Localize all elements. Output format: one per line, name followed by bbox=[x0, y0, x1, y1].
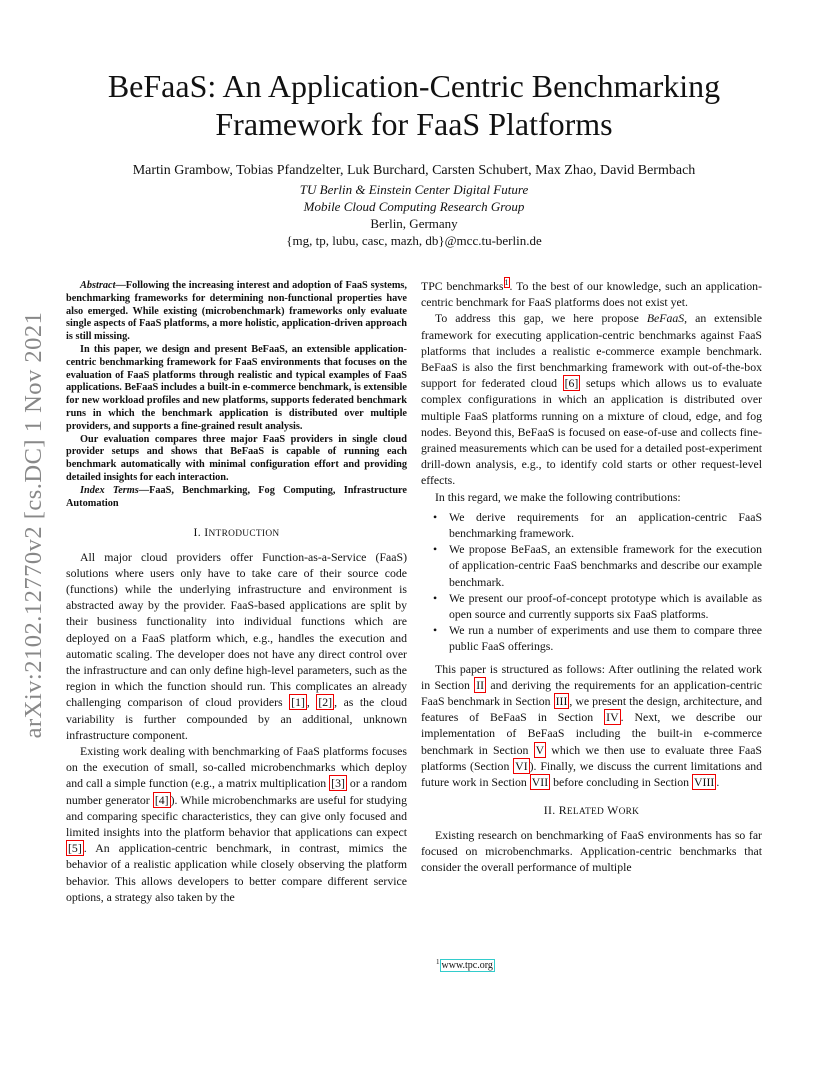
arxiv-stamp bbox=[4, 290, 64, 760]
right-paragraph-1: To address this gap, we here propose BeFaaS, an extensible framework for executing application-centric benchmarks against FaaS platforms that includes a realistic e-commerce example benchmark. BeFaaS is also the first benchmarking framework with out-of-the-box support for federated cloud [6] setups which allows us to evaluate complex configurations in which an application is distributed over multiple FaaS platforms running on a mixture of cloud, edge, and fog nodes. Beyond this, BeFaaS is focused on ease-of-use and collects fine-grained measurements which can be used for a detailed post-experiment drill-down analysis, e.g., to identify cold starts or other request-level effects. bbox=[421, 311, 763, 488]
footnote-marker[interactable]: 1 bbox=[504, 278, 509, 288]
title-line-2: Framework for FaaS Platforms bbox=[215, 106, 613, 142]
contribution-item: • We present our proof-of-concept prototype which is available as open source and currently supports six FaaS platforms. bbox=[421, 590, 762, 622]
title-line-1: BeFaaS: An Application-Centric Benchmarking bbox=[107, 68, 721, 104]
arxiv-identifier: arXiv:2102.12770v2 [cs.DC] 1 Nov 2021 bbox=[20, 311, 47, 739]
abstract bbox=[66, 280, 407, 510]
abstract-p2: In this paper, we design and present BeFaaS, an extensible application-centric benchmarking framework for FaaS environments that focuses on the evaluation of FaaS platforms through realistic and typical examples of FaaS applications. BeFaaS includes a built-in e-commerce benchmark, is extensible for new workload profiles and new platforms, supports federated benchmark runs in which the benchmark application is distributed over multiple providers, and supports a fine-grained result analysis. bbox=[66, 343, 407, 432]
author-list: Martin Grambow, Tobias Pfandzelter, Luk Burchard, Carsten Schubert, Max Zhao, David Bermbach bbox=[132, 163, 696, 178]
section-link[interactable]: V bbox=[535, 742, 545, 757]
index-terms: Index Terms—FaaS, Benchmarking, Fog Computing, Infrastructure Automation bbox=[66, 484, 407, 509]
contribution-item: • We propose BeFaaS, an extensible framework for the execution of application-centric FaaS benchmarks and describe our example benchmark. bbox=[421, 541, 762, 590]
intro-paragraph-1: All major cloud providers offer Function-as-a-Service (FaaS) solutions where users only have to take care of their source code (functions) while the underlying infrastructure and environment is abstracted away by the provider. FaaS-based applications are split by their business functionality into individual functions which are deployed on a FaaS platform which, e.g., handles the execution and automatic scaling. The developer does not have any direct control over the infrastructure and can only define high-level parameters, such as the region in which the function should run. This complicates an already challenging comparison of cloud providers [1] , [2] , as the cloud variability is further compounded by an additional, unknown infrastructure component. bbox=[66, 549, 407, 742]
author-emails: {mg, tp, lubu, casc, mazh, db}@mcc.tu-berlin.de bbox=[286, 233, 542, 248]
paper-title bbox=[0, 67, 828, 143]
citation-link[interactable]: [2] bbox=[318, 695, 333, 710]
right-paragraph-0: TPC benchmarks$^1$. To the best of our knowledge, such an application-centric benchmark for FaaS platforms does not exist yet. bbox=[421, 278, 762, 310]
section-link[interactable]: VI bbox=[515, 758, 528, 773]
index-terms-label: Index Terms bbox=[80, 484, 139, 496]
affiliation-2: Mobile Cloud Computing Research Group bbox=[303, 199, 525, 214]
section-link[interactable]: II bbox=[476, 677, 485, 692]
abstract-p1: Abstract—Following the increasing interest and adoption of FaaS systems, benchmarking frameworks for determining non-functional properties have also emerged. While existing (microbenchmark) frameworks only evaluate single aspects of FaaS platforms, a more holistic, application-driven approach is still missing. bbox=[66, 280, 407, 343]
affiliation-location: Berlin, Germany bbox=[370, 216, 458, 231]
section-link[interactable]: IV bbox=[606, 710, 619, 725]
footnote-link[interactable]: www.tpc.org bbox=[441, 960, 493, 972]
citation-link[interactable]: [3] bbox=[331, 776, 345, 791]
citation-link[interactable]: [4] bbox=[154, 792, 169, 807]
right-column bbox=[421, 278, 762, 875]
structure-paragraph: This paper is structured as follows: After outlining the related work in Section II and deriving the requirements for an application-centric FaaS benchmark in Section III , we present the design, architecture, and features of BeFaaS in Section IV . Next, we describe our implementation of BeFaaS including the built-in e-commerce benchmark in Section V which we then use to evaluate three FaaS platforms (Section VI ). Finally, we discuss the current limitations and future work in Section VII before concluding in Section VIII . bbox=[421, 661, 763, 790]
section-link[interactable]: VII bbox=[531, 775, 549, 790]
abstract-p3: Our evaluation compares three major FaaS providers in single cloud provider setups and shows that BeFaaS is capable of running each benchmark automatically with minimal configuration effort and providing detailed insights for each interaction. bbox=[66, 433, 407, 483]
contribution-item: • We derive requirements for an application-centric FaaS benchmarking framework. bbox=[421, 509, 762, 541]
section-heading-related-work: II. RELATED WORK bbox=[543, 803, 640, 818]
related-work-paragraph: Existing research on benchmarking of FaaS environments has so far focused on microbenchmarks. Application-centric benchmarks that consider the overall performance of multiple bbox=[421, 827, 762, 874]
footnote: $^1$ www.tpc.org bbox=[436, 958, 493, 972]
section-link[interactable]: III bbox=[555, 694, 568, 709]
left-column bbox=[66, 280, 407, 905]
citation-link[interactable]: [1] bbox=[291, 695, 305, 710]
section-heading-introduction: I. INTRODUCTION bbox=[193, 525, 280, 540]
contribution-item: • We run a number of experiments and use them to compare three public FaaS offerings. bbox=[421, 622, 762, 654]
contributions-intro: In this regard, we make the following contributions: bbox=[435, 489, 681, 504]
section-link[interactable]: VIII bbox=[694, 775, 715, 790]
contribution-list bbox=[421, 509, 762, 655]
intro-paragraph-2: Existing work dealing with benchmarking of FaaS platforms focuses on the execution of small, so-called microbenchmarks which deploy and call a simple function (e.g., a matrix multiplication [3] or a random number generator [4] ). While microbenchmarks are useful for studying and comparing specific characteristics, they can give only focused and limited insights into the platform behavior that applications can expect [5] . An application-centric benchmark, in contrast, mimics the behavior of a realistic application while closely observing the platform behavior. This allows developers to better compare different service options, a strategy also taken by the bbox=[66, 743, 408, 904]
abstract-label: Abstract bbox=[80, 280, 116, 291]
citation-link[interactable]: [6] bbox=[564, 376, 579, 391]
affiliation-1: TU Berlin & Einstein Center Digital Future bbox=[299, 182, 529, 197]
citation-link[interactable]: [5] bbox=[68, 841, 82, 856]
